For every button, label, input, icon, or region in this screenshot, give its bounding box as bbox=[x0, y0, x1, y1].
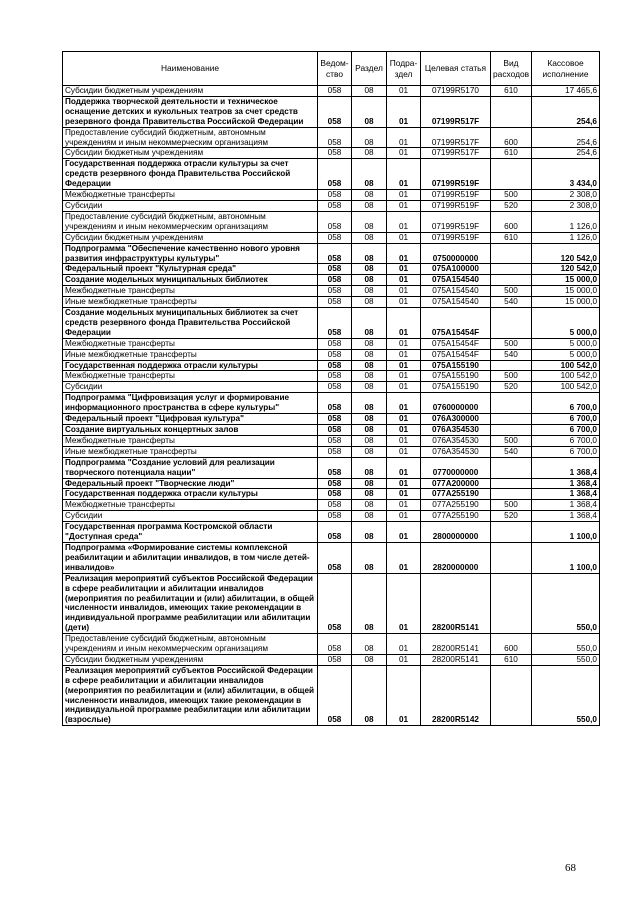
header-name: Наименование bbox=[63, 52, 318, 86]
table-row bbox=[63, 446, 600, 457]
cell-kassovoe-ispolnenie: 1 368,4 bbox=[532, 500, 600, 511]
cell-name: Межбюджетные трансферты bbox=[63, 371, 318, 382]
cell-kassovoe-ispolnenie: 6 700,0 bbox=[532, 446, 600, 457]
cell-tselevaya-statya: 0760000000 bbox=[421, 393, 491, 414]
cell-podrazdel: 01 bbox=[387, 500, 421, 511]
cell-podrazdel: 01 bbox=[387, 243, 421, 264]
cell-vid-raskhodov: 610 bbox=[491, 148, 532, 159]
header-podrazdel: Подра-здел bbox=[387, 52, 421, 86]
cell-razdel: 08 bbox=[352, 243, 387, 264]
cell-kassovoe-ispolnenie: 1 126,0 bbox=[532, 211, 600, 232]
table-row bbox=[63, 338, 600, 349]
cell-vedomstvo: 058 bbox=[318, 211, 352, 232]
cell-name: Субсидии bbox=[63, 200, 318, 211]
table-row bbox=[63, 96, 600, 127]
cell-podrazdel: 01 bbox=[387, 573, 421, 633]
cell-kassovoe-ispolnenie: 15 000,0 bbox=[532, 275, 600, 286]
table-row bbox=[63, 573, 600, 633]
cell-name: Иные межбюджетные трансферты bbox=[63, 446, 318, 457]
cell-tselevaya-statya: 076A300000 bbox=[421, 414, 491, 425]
cell-vid-raskhodov: 600 bbox=[491, 634, 532, 655]
cell-podrazdel: 01 bbox=[387, 275, 421, 286]
cell-kassovoe-ispolnenie: 2 308,0 bbox=[532, 200, 600, 211]
table-row bbox=[63, 200, 600, 211]
cell-kassovoe-ispolnenie: 550,0 bbox=[532, 665, 600, 725]
cell-podrazdel: 01 bbox=[387, 446, 421, 457]
table-row bbox=[63, 232, 600, 243]
cell-vid-raskhodov: 610 bbox=[491, 86, 532, 97]
table-row bbox=[63, 489, 600, 500]
cell-name: Подпрограмма «Формирование системы комплексной реабилитации и абилитации инвалидов, в том числе детей-инвалидов» bbox=[63, 542, 318, 573]
cell-vedomstvo: 058 bbox=[318, 425, 352, 436]
cell-vid-raskhodov bbox=[491, 665, 532, 725]
cell-vid-raskhodov: 540 bbox=[491, 446, 532, 457]
cell-razdel: 08 bbox=[352, 338, 387, 349]
cell-kassovoe-ispolnenie: 1 100,0 bbox=[532, 542, 600, 573]
table-row bbox=[63, 457, 600, 478]
cell-tselevaya-statya: 076A354530 bbox=[421, 425, 491, 436]
cell-name: Подпрограмма "Цифровизация услуг и формирование информационного пространства в сфере культуры" bbox=[63, 393, 318, 414]
cell-tselevaya-statya: 07199R517F bbox=[421, 127, 491, 148]
cell-vedomstvo: 058 bbox=[318, 200, 352, 211]
cell-kassovoe-ispolnenie: 15 000,0 bbox=[532, 297, 600, 308]
cell-podrazdel: 01 bbox=[387, 360, 421, 371]
cell-vedomstvo: 058 bbox=[318, 654, 352, 665]
cell-podrazdel: 01 bbox=[387, 127, 421, 148]
cell-kassovoe-ispolnenie: 1 368,4 bbox=[532, 489, 600, 500]
cell-vedomstvo: 058 bbox=[318, 243, 352, 264]
cell-podrazdel: 01 bbox=[387, 86, 421, 97]
cell-vedomstvo: 058 bbox=[318, 414, 352, 425]
table-row bbox=[63, 500, 600, 511]
cell-vedomstvo: 058 bbox=[318, 232, 352, 243]
cell-podrazdel: 01 bbox=[387, 511, 421, 522]
cell-tselevaya-statya: 077A200000 bbox=[421, 478, 491, 489]
cell-razdel: 08 bbox=[352, 371, 387, 382]
cell-vid-raskhodov bbox=[491, 414, 532, 425]
cell-vedomstvo: 058 bbox=[318, 382, 352, 393]
cell-kassovoe-ispolnenie: 254,6 bbox=[532, 96, 600, 127]
cell-vedomstvo: 058 bbox=[318, 86, 352, 97]
cell-tselevaya-statya: 0770000000 bbox=[421, 457, 491, 478]
table-row bbox=[63, 275, 600, 286]
cell-tselevaya-statya: 07199R5170 bbox=[421, 86, 491, 97]
cell-name: Федеральный проект "Цифровая культура" bbox=[63, 414, 318, 425]
cell-vedomstvo: 058 bbox=[318, 478, 352, 489]
table-row bbox=[63, 297, 600, 308]
cell-vedomstvo: 058 bbox=[318, 446, 352, 457]
cell-name: Создание модельных муниципальных библиотек bbox=[63, 275, 318, 286]
cell-name: Подпрограмма "Обеспечение качественно нового уровня развития инфраструктуры культуры" bbox=[63, 243, 318, 264]
cell-name: Межбюджетные трансферты bbox=[63, 338, 318, 349]
cell-tselevaya-statya: 075A15454F bbox=[421, 338, 491, 349]
cell-name: Межбюджетные трансферты bbox=[63, 435, 318, 446]
cell-tselevaya-statya: 077A255190 bbox=[421, 511, 491, 522]
cell-vid-raskhodov bbox=[491, 308, 532, 339]
cell-tselevaya-statya: 077A255190 bbox=[421, 500, 491, 511]
cell-razdel: 08 bbox=[352, 425, 387, 436]
cell-razdel: 08 bbox=[352, 127, 387, 148]
cell-vid-raskhodov: 500 bbox=[491, 500, 532, 511]
cell-kassovoe-ispolnenie: 254,6 bbox=[532, 127, 600, 148]
cell-tselevaya-statya: 07199R517F bbox=[421, 148, 491, 159]
cell-name: Государственная поддержка отрасли культуры за счет средств резервного фонда Правительства Российской Федерации bbox=[63, 159, 318, 190]
cell-razdel: 08 bbox=[352, 200, 387, 211]
cell-podrazdel: 01 bbox=[387, 414, 421, 425]
cell-vedomstvo: 058 bbox=[318, 159, 352, 190]
cell-name: Государственная поддержка отрасли культуры bbox=[63, 360, 318, 371]
table-row bbox=[63, 349, 600, 360]
cell-razdel: 08 bbox=[352, 414, 387, 425]
table-row bbox=[63, 382, 600, 393]
cell-kassovoe-ispolnenie: 6 700,0 bbox=[532, 425, 600, 436]
cell-razdel: 08 bbox=[352, 349, 387, 360]
cell-podrazdel: 01 bbox=[387, 371, 421, 382]
cell-tselevaya-statya: 076A354530 bbox=[421, 446, 491, 457]
cell-kassovoe-ispolnenie: 2 308,0 bbox=[532, 190, 600, 201]
cell-razdel: 08 bbox=[352, 634, 387, 655]
cell-name: Поддержка творческой деятельности и техническое оснащение детских и кукольных театров за счет средств резервного фонда Правительства Российской Федерации bbox=[63, 96, 318, 127]
table-row bbox=[63, 371, 600, 382]
table-row bbox=[63, 211, 600, 232]
cell-tselevaya-statya: 28200R5142 bbox=[421, 665, 491, 725]
cell-podrazdel: 01 bbox=[387, 522, 421, 543]
table-row bbox=[63, 414, 600, 425]
cell-razdel: 08 bbox=[352, 286, 387, 297]
cell-razdel: 08 bbox=[352, 500, 387, 511]
cell-razdel: 08 bbox=[352, 446, 387, 457]
cell-razdel: 08 bbox=[352, 382, 387, 393]
cell-kassovoe-ispolnenie: 3 434,0 bbox=[532, 159, 600, 190]
table-row bbox=[63, 243, 600, 264]
cell-vedomstvo: 058 bbox=[318, 435, 352, 446]
cell-podrazdel: 01 bbox=[387, 478, 421, 489]
table-row bbox=[63, 264, 600, 275]
table-row bbox=[63, 159, 600, 190]
cell-name: Реализация мероприятий субъектов Российской Федерации в сфере реабилитации и абилитации инвалидов (мероприятия по реабилитации и (или) абилитации, в общей численности инвалидов, имеющих такие рекомендации в индивидуальной программе реабилитации или абилитации (дети) bbox=[63, 573, 318, 633]
cell-razdel: 08 bbox=[352, 573, 387, 633]
cell-kassovoe-ispolnenie: 1 126,0 bbox=[532, 232, 600, 243]
cell-kassovoe-ispolnenie: 100 542,0 bbox=[532, 382, 600, 393]
cell-razdel: 08 bbox=[352, 511, 387, 522]
cell-tselevaya-statya: 07199R519F bbox=[421, 159, 491, 190]
table-row bbox=[63, 360, 600, 371]
cell-vedomstvo: 058 bbox=[318, 286, 352, 297]
cell-tselevaya-statya: 075A154540 bbox=[421, 297, 491, 308]
cell-podrazdel: 01 bbox=[387, 200, 421, 211]
cell-kassovoe-ispolnenie: 6 700,0 bbox=[532, 393, 600, 414]
cell-vedomstvo: 058 bbox=[318, 360, 352, 371]
cell-vid-raskhodov bbox=[491, 573, 532, 633]
cell-kassovoe-ispolnenie: 100 542,0 bbox=[532, 360, 600, 371]
cell-vid-raskhodov bbox=[491, 542, 532, 573]
cell-vedomstvo: 058 bbox=[318, 665, 352, 725]
cell-vid-raskhodov: 500 bbox=[491, 371, 532, 382]
cell-name: Субсидии бюджетным учреждениям bbox=[63, 232, 318, 243]
table-row bbox=[63, 148, 600, 159]
cell-podrazdel: 01 bbox=[387, 654, 421, 665]
cell-tselevaya-statya: 075A154540 bbox=[421, 275, 491, 286]
cell-podrazdel: 01 bbox=[387, 542, 421, 573]
cell-name: Субсидии бюджетным учреждениям bbox=[63, 86, 318, 97]
cell-vedomstvo: 058 bbox=[318, 634, 352, 655]
cell-razdel: 08 bbox=[352, 665, 387, 725]
cell-tselevaya-statya: 077A255190 bbox=[421, 489, 491, 500]
cell-tselevaya-statya: 2820000000 bbox=[421, 542, 491, 573]
cell-tselevaya-statya: 0750000000 bbox=[421, 243, 491, 264]
cell-tselevaya-statya: 2800000000 bbox=[421, 522, 491, 543]
cell-tselevaya-statya: 07199R519F bbox=[421, 190, 491, 201]
table-row bbox=[63, 190, 600, 201]
cell-name: Межбюджетные трансферты bbox=[63, 500, 318, 511]
cell-podrazdel: 01 bbox=[387, 297, 421, 308]
cell-vedomstvo: 058 bbox=[318, 522, 352, 543]
cell-vedomstvo: 058 bbox=[318, 349, 352, 360]
cell-vid-raskhodov: 520 bbox=[491, 511, 532, 522]
cell-podrazdel: 01 bbox=[387, 232, 421, 243]
cell-vid-raskhodov: 540 bbox=[491, 297, 532, 308]
cell-podrazdel: 01 bbox=[387, 457, 421, 478]
cell-vedomstvo: 058 bbox=[318, 371, 352, 382]
cell-kassovoe-ispolnenie: 5 000,0 bbox=[532, 308, 600, 339]
cell-podrazdel: 01 bbox=[387, 338, 421, 349]
cell-kassovoe-ispolnenie: 254,6 bbox=[532, 148, 600, 159]
cell-name: Предоставление субсидий бюджетным, автономным учреждениям и иным некоммерческим организациям bbox=[63, 211, 318, 232]
cell-razdel: 08 bbox=[352, 190, 387, 201]
cell-vedomstvo: 058 bbox=[318, 297, 352, 308]
header-vid-raskhodov: Вид расходов bbox=[491, 52, 532, 86]
table-row bbox=[63, 511, 600, 522]
cell-podrazdel: 01 bbox=[387, 211, 421, 232]
table-row bbox=[63, 393, 600, 414]
cell-name: Создание модельных муниципальных библиотек за счет средств резервного фонда Правительства Российской Федерации bbox=[63, 308, 318, 339]
cell-vid-raskhodov: 610 bbox=[491, 654, 532, 665]
cell-vid-raskhodov bbox=[491, 243, 532, 264]
cell-name: Субсидии бюджетным учреждениям bbox=[63, 148, 318, 159]
cell-tselevaya-statya: 076A354530 bbox=[421, 435, 491, 446]
cell-vid-raskhodov: 500 bbox=[491, 286, 532, 297]
cell-vedomstvo: 058 bbox=[318, 308, 352, 339]
table-row bbox=[63, 127, 600, 148]
cell-vedomstvo: 058 bbox=[318, 190, 352, 201]
header-kassovoe-ispolnenie: Кассовое исполнение bbox=[532, 52, 600, 86]
cell-name: Подпрограмма "Создание условий для реализации творческого потенциала нации" bbox=[63, 457, 318, 478]
cell-name: Федеральный проект "Культурная среда" bbox=[63, 264, 318, 275]
cell-name: Субсидии бюджетным учреждениям bbox=[63, 654, 318, 665]
cell-razdel: 08 bbox=[352, 148, 387, 159]
cell-kassovoe-ispolnenie: 5 000,0 bbox=[532, 349, 600, 360]
cell-vedomstvo: 058 bbox=[318, 573, 352, 633]
budget-table-sheet bbox=[62, 51, 599, 726]
cell-tselevaya-statya: 07199R519F bbox=[421, 232, 491, 243]
cell-razdel: 08 bbox=[352, 522, 387, 543]
table-row bbox=[63, 634, 600, 655]
cell-podrazdel: 01 bbox=[387, 349, 421, 360]
cell-vid-raskhodov bbox=[491, 393, 532, 414]
budget-execution-table bbox=[62, 51, 600, 726]
cell-kassovoe-ispolnenie: 1 100,0 bbox=[532, 522, 600, 543]
cell-name: Государственная поддержка отрасли культуры bbox=[63, 489, 318, 500]
cell-razdel: 08 bbox=[352, 308, 387, 339]
cell-kassovoe-ispolnenie: 1 368,4 bbox=[532, 457, 600, 478]
table-row bbox=[63, 522, 600, 543]
cell-tselevaya-statya: 28200R5141 bbox=[421, 654, 491, 665]
cell-razdel: 08 bbox=[352, 542, 387, 573]
cell-razdel: 08 bbox=[352, 275, 387, 286]
header-razdel: Раздел bbox=[352, 52, 387, 86]
cell-razdel: 08 bbox=[352, 232, 387, 243]
cell-kassovoe-ispolnenie: 550,0 bbox=[532, 573, 600, 633]
cell-name: Реализация мероприятий субъектов Российской Федерации в сфере реабилитации и абилитации инвалидов (мероприятия по реабилитации и (или) абилитации, в общей численности инвалидов, имеющих такие рекомендации в индивидуальной программе реабилитации или абилитации (взрослые) bbox=[63, 665, 318, 725]
cell-vedomstvo: 058 bbox=[318, 96, 352, 127]
cell-razdel: 08 bbox=[352, 86, 387, 97]
cell-tselevaya-statya: 07199R519F bbox=[421, 200, 491, 211]
cell-razdel: 08 bbox=[352, 360, 387, 371]
cell-vid-raskhodov: 500 bbox=[491, 190, 532, 201]
cell-name: Межбюджетные трансферты bbox=[63, 286, 318, 297]
cell-kassovoe-ispolnenie: 120 542,0 bbox=[532, 264, 600, 275]
table-row bbox=[63, 665, 600, 725]
cell-podrazdel: 01 bbox=[387, 435, 421, 446]
table-row bbox=[63, 425, 600, 436]
cell-vid-raskhodov: 520 bbox=[491, 382, 532, 393]
cell-podrazdel: 01 bbox=[387, 264, 421, 275]
cell-kassovoe-ispolnenie: 120 542,0 bbox=[532, 243, 600, 264]
cell-name: Федеральный проект "Творческие люди" bbox=[63, 478, 318, 489]
cell-razdel: 08 bbox=[352, 96, 387, 127]
cell-vedomstvo: 058 bbox=[318, 148, 352, 159]
cell-vid-raskhodov: 540 bbox=[491, 349, 532, 360]
cell-name: Субсидии bbox=[63, 382, 318, 393]
cell-name: Иные межбюджетные трансферты bbox=[63, 349, 318, 360]
cell-vedomstvo: 058 bbox=[318, 127, 352, 148]
table-row bbox=[63, 478, 600, 489]
cell-vedomstvo: 058 bbox=[318, 500, 352, 511]
cell-kassovoe-ispolnenie: 15 000,0 bbox=[532, 286, 600, 297]
cell-tselevaya-statya: 28200R5141 bbox=[421, 634, 491, 655]
cell-name: Государственная программа Костромской области "Доступная среда" bbox=[63, 522, 318, 543]
cell-razdel: 08 bbox=[352, 393, 387, 414]
cell-vid-raskhodov bbox=[491, 489, 532, 500]
table-row bbox=[63, 308, 600, 339]
cell-vid-raskhodov bbox=[491, 275, 532, 286]
cell-kassovoe-ispolnenie: 17 465,6 bbox=[532, 86, 600, 97]
cell-podrazdel: 01 bbox=[387, 489, 421, 500]
cell-razdel: 08 bbox=[352, 654, 387, 665]
cell-kassovoe-ispolnenie: 550,0 bbox=[532, 654, 600, 665]
cell-name: Предоставление субсидий бюджетным, автономным учреждениям и иным некоммерческим организациям bbox=[63, 127, 318, 148]
header-vedomstvo: Ведом-ство bbox=[318, 52, 352, 86]
cell-vid-raskhodov bbox=[491, 478, 532, 489]
table-row bbox=[63, 654, 600, 665]
cell-podrazdel: 01 bbox=[387, 308, 421, 339]
cell-name: Предоставление субсидий бюджетным, автономным учреждениям и иным некоммерческим организациям bbox=[63, 634, 318, 655]
cell-name: Субсидии bbox=[63, 511, 318, 522]
cell-vid-raskhodov bbox=[491, 522, 532, 543]
cell-podrazdel: 01 bbox=[387, 148, 421, 159]
cell-tselevaya-statya: 075A15454F bbox=[421, 308, 491, 339]
cell-podrazdel: 01 bbox=[387, 96, 421, 127]
cell-vedomstvo: 058 bbox=[318, 264, 352, 275]
cell-name: Создание виртуальных концертных залов bbox=[63, 425, 318, 436]
table-header-row bbox=[63, 52, 600, 86]
cell-vid-raskhodov bbox=[491, 425, 532, 436]
cell-tselevaya-statya: 075A100000 bbox=[421, 264, 491, 275]
cell-kassovoe-ispolnenie: 550,0 bbox=[532, 634, 600, 655]
cell-vedomstvo: 058 bbox=[318, 338, 352, 349]
cell-vid-raskhodov: 610 bbox=[491, 232, 532, 243]
cell-razdel: 08 bbox=[352, 489, 387, 500]
cell-razdel: 08 bbox=[352, 297, 387, 308]
cell-razdel: 08 bbox=[352, 159, 387, 190]
cell-podrazdel: 01 bbox=[387, 634, 421, 655]
header-tselevaya-statya: Целевая статья bbox=[421, 52, 491, 86]
cell-vid-raskhodov: 600 bbox=[491, 127, 532, 148]
table-row bbox=[63, 542, 600, 573]
table-row bbox=[63, 86, 600, 97]
cell-podrazdel: 01 bbox=[387, 425, 421, 436]
cell-razdel: 08 bbox=[352, 211, 387, 232]
cell-kassovoe-ispolnenie: 5 000,0 bbox=[532, 338, 600, 349]
table-row bbox=[63, 435, 600, 446]
cell-tselevaya-statya: 07199R517F bbox=[421, 96, 491, 127]
cell-name: Межбюджетные трансферты bbox=[63, 190, 318, 201]
cell-podrazdel: 01 bbox=[387, 159, 421, 190]
cell-vid-raskhodov: 520 bbox=[491, 200, 532, 211]
cell-vedomstvo: 058 bbox=[318, 457, 352, 478]
cell-vid-raskhodov: 600 bbox=[491, 211, 532, 232]
cell-kassovoe-ispolnenie: 1 368,4 bbox=[532, 478, 600, 489]
cell-name: Иные межбюджетные трансферты bbox=[63, 297, 318, 308]
cell-podrazdel: 01 bbox=[387, 190, 421, 201]
cell-razdel: 08 bbox=[352, 478, 387, 489]
cell-tselevaya-statya: 07199R519F bbox=[421, 211, 491, 232]
cell-tselevaya-statya: 075A15454F bbox=[421, 349, 491, 360]
cell-tselevaya-statya: 28200R5141 bbox=[421, 573, 491, 633]
cell-razdel: 08 bbox=[352, 435, 387, 446]
cell-razdel: 08 bbox=[352, 264, 387, 275]
cell-kassovoe-ispolnenie: 100 542,0 bbox=[532, 371, 600, 382]
cell-tselevaya-statya: 075A155190 bbox=[421, 382, 491, 393]
cell-podrazdel: 01 bbox=[387, 382, 421, 393]
cell-vedomstvo: 058 bbox=[318, 275, 352, 286]
cell-podrazdel: 01 bbox=[387, 286, 421, 297]
cell-vid-raskhodov bbox=[491, 264, 532, 275]
cell-tselevaya-statya: 075A155190 bbox=[421, 371, 491, 382]
cell-vid-raskhodov: 500 bbox=[491, 435, 532, 446]
cell-kassovoe-ispolnenie: 6 700,0 bbox=[532, 414, 600, 425]
table-row bbox=[63, 286, 600, 297]
cell-vedomstvo: 058 bbox=[318, 489, 352, 500]
cell-tselevaya-statya: 075A154540 bbox=[421, 286, 491, 297]
cell-vedomstvo: 058 bbox=[318, 511, 352, 522]
page-number: 68 bbox=[565, 862, 576, 874]
cell-podrazdel: 01 bbox=[387, 665, 421, 725]
cell-vedomstvo: 058 bbox=[318, 393, 352, 414]
cell-tselevaya-statya: 075A155190 bbox=[421, 360, 491, 371]
cell-vid-raskhodov: 500 bbox=[491, 338, 532, 349]
cell-razdel: 08 bbox=[352, 457, 387, 478]
cell-kassovoe-ispolnenie: 1 368,4 bbox=[532, 511, 600, 522]
cell-vid-raskhodov bbox=[491, 96, 532, 127]
cell-vid-raskhodov bbox=[491, 159, 532, 190]
cell-vedomstvo: 058 bbox=[318, 542, 352, 573]
cell-vid-raskhodov bbox=[491, 360, 532, 371]
cell-podrazdel: 01 bbox=[387, 393, 421, 414]
cell-vid-raskhodov bbox=[491, 457, 532, 478]
cell-kassovoe-ispolnenie: 6 700,0 bbox=[532, 435, 600, 446]
